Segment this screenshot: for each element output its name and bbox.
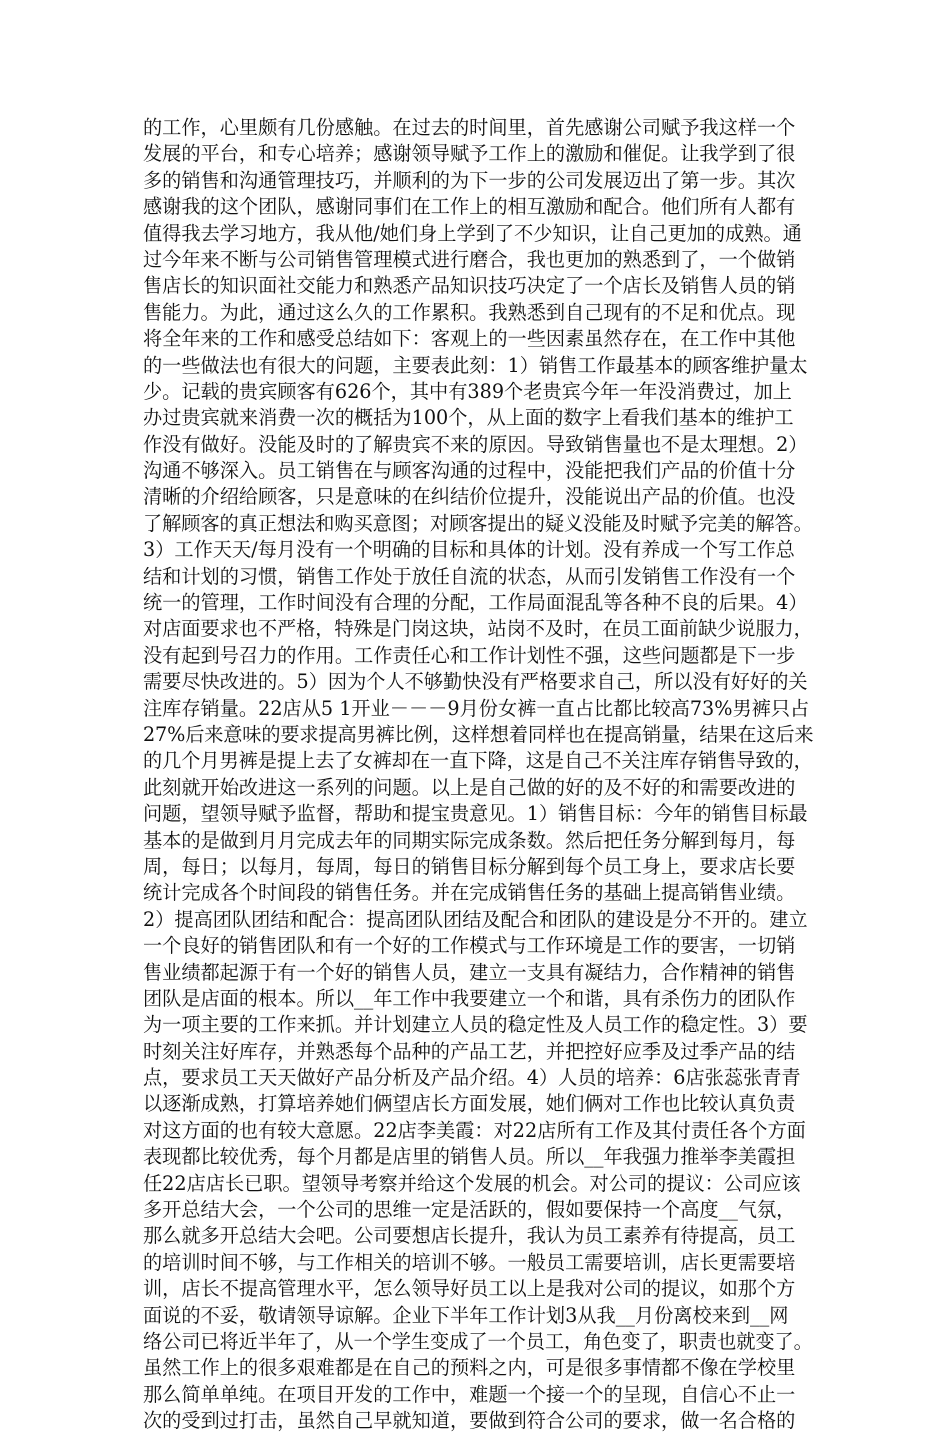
- text-line: 对这方面的也有较大意愿。22店李美霞：对22店所有工作及其付责任各个方面: [143, 1118, 806, 1142]
- text-line: 基本的是做到月月完成去年的同期实际完成条数。然后把任务分解到每月，每: [143, 828, 796, 852]
- text-line: 次的受到过打击，虽然自己早就知道，要做到符合公司的要求，做一名合格的: [143, 1409, 796, 1433]
- text-line: 对店面要求也不严格，特殊是门岗这块，站岗不及时，在员工面前缺少说服力，: [143, 617, 813, 641]
- text-line: 发展的平台，和专心培养；感谢领导赋予工作上的激励和催促。让我学到了很: [143, 142, 796, 166]
- text-line: 的一些做法也有很大的问题，主要表此刻：1）销售工作最基本的顾客维护量太: [143, 353, 808, 377]
- text-line: 沟通不够深入。员工销售在与顾客沟通的过程中，没能把我们产品的价值十分: [143, 459, 796, 483]
- text-line: 多的销售和沟通管理技巧，并顺利的为下一步的公司发展迈出了第一步。其次: [143, 168, 796, 192]
- text-line: 为一项主要的工作来抓。并计划建立人员的稳定性及人员工作的稳定性。3）要: [143, 1013, 808, 1037]
- text-line: 27%后来意味的要求提高男裤比例，这样想着同样也在提高销量，结果在这后来: [143, 722, 814, 746]
- text-line: 将全年来的工作和感受总结如下：客观上的一些因素虽然存在，在工作中其他: [143, 327, 796, 351]
- text-line: 没有起到号召力的作用。工作责任心和工作计划性不强，这些问题都是下一步: [143, 643, 796, 667]
- text-line: 感谢我的这个团队，感谢同事们在工作上的相互激励和配合。他们所有人都有: [143, 195, 796, 219]
- text-line: 统一的管理，工作时间没有合理的分配，工作局面混乱等各种不良的后果。4）: [143, 591, 808, 615]
- text-line: 虽然工作上的很多艰难都是在自己的预料之内，可是很多事情都不像在学校里: [143, 1356, 796, 1380]
- text-line: 一个良好的销售团队和有一个好的工作模式与工作环境是工作的要害，一切销: [143, 934, 796, 958]
- text-line: 时刻关注好库存，并熟悉每个品种的产品工艺，并把控好应季及过季产品的结: [143, 1039, 796, 1063]
- text-line: 团队是店面的根本。所以__年工作中我要建立一个和谐，具有杀伤力的团队作: [143, 986, 796, 1010]
- text-line: 注库存销量。22店从5 1开业－－－9月份女裤一直占比都比较高73%男裤只占: [143, 696, 810, 720]
- text-line: 了解顾客的真正想法和购买意图；对顾客提出的疑义没能及时赋予完美的解答。: [143, 511, 813, 535]
- text-line: 表现都比较优秀，每个月都是店里的销售人员。所以__年我强力推举李美霞担: [143, 1145, 796, 1169]
- text-line: 作没有做好。没能及时的了解贵宾不来的原因。导致销售量也不是太理想。2）: [143, 432, 808, 456]
- text-line: 少。记载的贵宾顾客有626个，其中有389个老贵宾今年一年没消费过，加上: [143, 379, 792, 403]
- text-line: 那么就多开总结大会吧。公司要想店长提升，我认为员工素养有待提高，员工: [143, 1224, 796, 1248]
- text-line: 结和计划的习惯，销售工作处于放任自流的状态，从而引发销售工作没有一个: [143, 564, 796, 588]
- text-line: 3）工作天天/每月没有一个明确的目标和具体的计划。没有养成一个写工作总: [143, 538, 795, 562]
- text-line: 任22店店长已职。望领导考察并给这个发展的机会。对公司的提议：公司应该: [143, 1171, 801, 1195]
- text-line: 的培训时间不够，与工作相关的培训不够。一般员工需要培训，店长更需要培: [143, 1250, 796, 1274]
- text-line: 多开总结大会，一个公司的思维一定是活跃的，假如要保持一个高度__气氛，: [143, 1198, 796, 1222]
- text-line: 售能力。为此，通过这么久的工作累积。我熟悉到自己现有的不足和优点。现: [143, 300, 796, 324]
- text-line: 2）提高团队团结和配合：提高团队团结及配合和团队的建设是分不开的。建立: [143, 907, 808, 931]
- text-line: 售店长的知识面社交能力和熟悉产品知识技巧决定了一个店长及销售人员的销: [143, 274, 796, 298]
- text-line: 需要尽快改进的。5）因为个人不够勤快没有严格要求自己，所以没有好好的关: [143, 670, 808, 694]
- text-line: 络公司已将近半年了，从一个学生变成了一个员工，角色变了，职责也就变了。: [143, 1329, 813, 1353]
- text-line: 的几个月男裤是提上去了女裤却在一直下降，这是自己不关注库存销售导致的，: [143, 749, 813, 773]
- text-line: 过今年来不断与公司销售管理模式进行磨合，我也更加的熟悉到了，一个做销: [143, 247, 796, 271]
- text-line: 以逐渐成熟，打算培养她们俩望店长方面发展，她们俩对工作也比较认真负责: [143, 1092, 796, 1116]
- text-line: 办过贵宾就来消费一次的概括为100个，从上面的数字上看我们基本的维护工: [143, 406, 794, 430]
- text-line: 那么简单单纯。在项目开发的工作中，难题一个接一个的呈现，自信心不止一: [143, 1382, 796, 1406]
- text-line: 此刻就开始改进这一系列的问题。以上是自己做的好的及不好的和需要改进的: [143, 775, 796, 799]
- text-line: 问题，望领导赋予监督，帮助和提宝贵意见。1）销售目标：今年的销售目标最: [143, 802, 808, 826]
- text-line: 的工作，心里颇有几份感触。在过去的时间里，首先感谢公司赋予我这样一个: [143, 116, 796, 139]
- text-line: 清晰的介绍给顾客，只是意味的在纠结价位提升，没能说出产品的价值。也没: [143, 485, 796, 509]
- text-line: 周，每日；以每月，每周，每日的销售目标分解到每个员工身上，要求店长要: [143, 854, 796, 878]
- text-line: 统计完成各个时间段的销售任务。并在完成销售任务的基础上提高销售业绩。: [143, 881, 796, 905]
- text-line: 值得我去学习地方，我从他/她们身上学到了不少知识，让自己更加的成熟。通: [143, 221, 802, 245]
- text-line: 售业绩都起源于有一个好的销售人员，建立一支具有凝结力，合作精神的销售: [143, 960, 796, 984]
- body-text: [143, 115, 813, 1435]
- text-line: 点，要求员工天天做好产品分析及产品介绍。4）人员的培养：6店张蕊张青青: [143, 1066, 801, 1090]
- text-line: 面说的不妥，敬请领导谅解。企业下半年工作计划3从我__月份离校来到__网: [143, 1303, 789, 1327]
- text-line: 训，店长不提高管理水平，怎么领导好员工以上是我对公司的提议，如那个方: [143, 1277, 796, 1301]
